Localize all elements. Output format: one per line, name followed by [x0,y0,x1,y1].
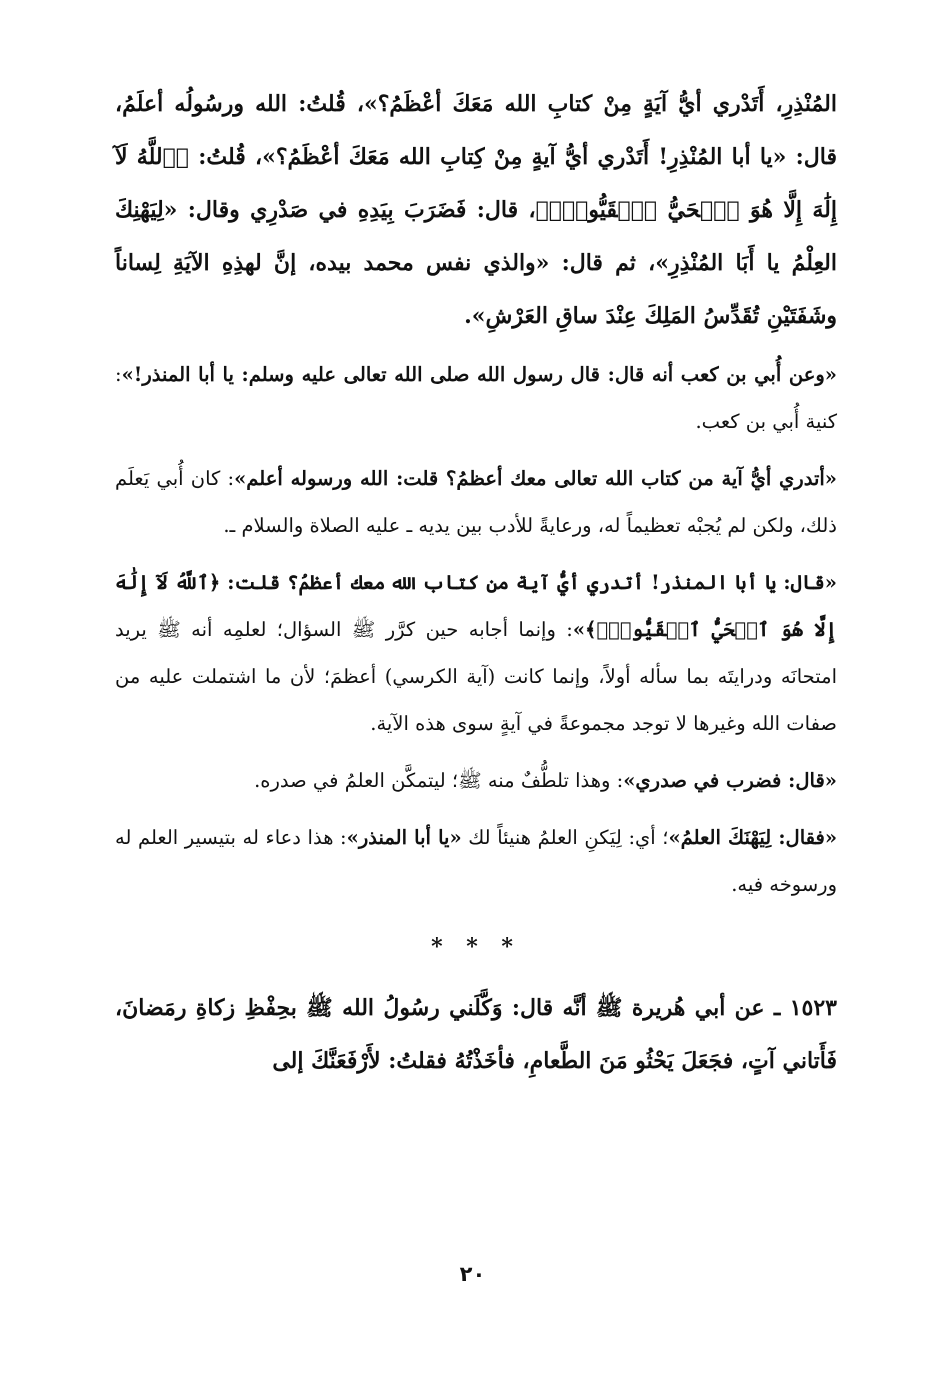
commentary-lead: «قال: يا أبا المنذر! أتدري أيُّ آية من كتاب الله معك أعظمُ؟ قلت: ﴿ٱللَّهُ لَآ إِلَٰهَ إِلَّا هُوَ ٱلۡحَيُّ ٱلۡقَيُّومُۚ﴾» [115,571,837,641]
commentary-lead: «فقال: لِيَهْنَكَ العلمُ» [668,826,838,849]
commentary-text: : وإنما أجابه حين كرَّر ﷺ السؤال؛ لعلمِه أنه ﷺ يريد امتحانَه ودرايتَه بما سأله أولاً، وإنما كانت (آية الكرسي) أعظمَ؛ لأن ما اشتملت عليه من صفات الله وغيرها لا توجد مجموعةً في آيةٍ سوى هذه الآية. [115,618,837,735]
commentary-text: ؛ أي: لِيَكنِ العلمُ هنيئاً لك [461,826,669,849]
commentary-paragraph-4 [115,757,837,804]
hadith-continuation: المُنْذِرِ، أَتَدْري أيُّ آيَةٍ مِنْ كتابِ الله مَعَكَ أعْظَمُ؟»، قُلتُ: الله ورسُولُه أعلَمُ، قال: «يا أبا المُنْذِرِ! أَتَدْري أيُّ آيةٍ مِنْ كِتابِ الله مَعَكَ أعْظَمُ؟»، قُلتُ: ﴿ٱللَّهُ لَآ إِلَٰهَ إِلَّا هُوَ ٱلۡحَيُّ ٱلۡقَيُّومُۚ﴾، قال: فَضَرَبَ بِيَدِهِ في صَدْرِي وقال: «لِيَهْنِكَ العِلْمُ يا أَبَا المُنْذِرِ»، ثم قال: «والذي نفس محمد بيده، إنَّ لهذِهِ الآيَةِ لِساناً وشَفَتَيْنِ تُقَدِّسُ المَلِكَ عِنْدَ ساقِ العَرْشِ». [115,91,837,329]
commentary-paragraph-1 [115,351,837,445]
page-number: ٢٠ [459,1262,486,1286]
commentary-lead: «قال: فضرب في صدري» [623,769,837,792]
section-separator: * * * [431,934,521,960]
commentary-paragraph-2 [115,455,837,549]
commentary-inner-lead: «يا أبا المنذر» [346,826,462,849]
commentary-lead: «أتدري أيُّ آية من كتاب الله تعالى معك أعظمُ؟ قلت: الله ورسوله أعلم» [234,467,837,490]
commentary-text: : كان أُبي يَعلَم ذلك، ولكن لم يُجبْه تعظيماً له، ورعايةً للأدب بين يديه ـ عليه الصلاة والسلام ـ. [115,467,837,537]
commentary-text: : وهذا تلطُّفٌ منه ﷺ؛ ليتمكَّن العلمُ في صدره. [254,769,624,792]
commentary-text: : هذا دعاء له بتيسير العلم له ورسوخه فيه. [115,826,837,896]
commentary-paragraph-3 [115,559,837,747]
next-hadith: ١٥٢٣ ـ عن أبي هُريرة ﷺ أنَّه قال: وَكَّلَني رسُولُ الله ﷺ بحِفْظِ زكاةِ رمَضانَ، فَأَتاني آتٍ، فجَعَلَ يَحْثُو مَنَ الطَّعامِ، فأخَذْتُهُ فقلتُ: لأَرْفَعَنَّكَ إلى [115,995,837,1074]
page-body [115,78,837,1096]
commentary-lead: «وعن أُبي بن كعب أنه قال: قال رسول الله صلى الله تعالى عليه وسلم: يا أبا المنذر!» [121,363,837,386]
commentary-text: : كنية أُبي بن كعب. [115,363,837,433]
commentary-paragraph-5 [115,814,837,908]
